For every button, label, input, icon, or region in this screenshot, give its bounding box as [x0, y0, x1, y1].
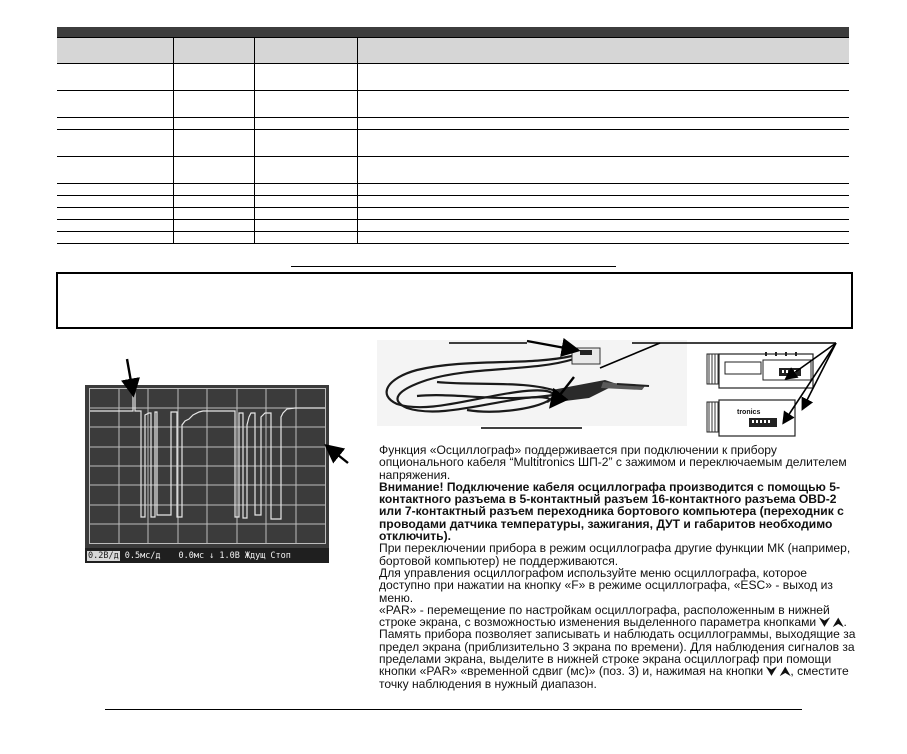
note-box	[56, 272, 853, 329]
table-title-bar	[57, 27, 849, 38]
paragraph-menu: Для управления осциллографом используйте меню осциллографа, которое доступно при нажатии на кнопку «F» в режиме осциллографа, «ESC» - выход из меню.	[379, 565, 833, 605]
paragraph-par: «PAR» - перемещение по настройкам осциллографа, расположенным в нижней строке экрана, с возможностью изменения выделенного параметра кнопками ⮟ ⮝. Память прибора позволяет записывать и наблюдать осциллограммы, выходящие за предел экрана (приблизительно 3 экрана по времени). Для наблюдения сигналов за пределами экрана, выделите в нижней строке экрана осциллограф при помощи кнопки «PAR» «временной сдвиг (мс)» (поз. 3) и, нажимая на кнопки ⮟ ⮝, сместите точку наблюдения в нужный диапазон.	[379, 602, 856, 691]
footer-divider	[105, 709, 802, 710]
trigger-level: ↓ 1.0В	[209, 550, 240, 561]
table-row	[57, 130, 849, 157]
pointer-arrow-2	[328, 447, 348, 463]
time-shift: 0.0мс	[178, 550, 205, 561]
table-row	[57, 196, 849, 208]
run-state: Стоп	[270, 550, 291, 561]
table-row	[57, 232, 849, 244]
oscilloscope-status-bar	[85, 548, 329, 563]
paragraph-mode: При переключении прибора в режим осциллографа другие функции МК (например, бортовой компьютер) не поддерживаются.	[379, 541, 851, 568]
connector-label: tronics	[737, 409, 761, 416]
paragraph-intro: Функция «Осциллограф» поддерживается при подключении к прибору опционального кабеля “Multitronics ШП-2” с зажимом и переключаемым делителем напряжения.	[379, 443, 847, 482]
oscilloscope-screen	[85, 385, 329, 563]
arrow-keys-icon: ⮟ ⮝	[819, 615, 844, 630]
table-header-row	[57, 38, 849, 64]
table-header-cell	[57, 38, 173, 64]
connector-7pin-photo	[703, 394, 798, 442]
table-header-cell	[254, 38, 357, 64]
table-row	[57, 118, 849, 130]
trigger-mode: Ждущ	[244, 550, 266, 561]
section-divider	[291, 266, 616, 267]
cable-photo	[377, 340, 687, 426]
table-header-cell	[173, 38, 254, 64]
oscilloscope-description	[379, 444, 857, 690]
table-row	[57, 91, 849, 118]
table-row	[57, 220, 849, 232]
table-row	[57, 208, 849, 220]
table-row	[57, 64, 849, 91]
table-row	[57, 184, 849, 196]
arrow-keys-icon: ⮟ ⮝	[766, 664, 791, 679]
connector-5pin-photo	[703, 346, 828, 394]
table-row	[57, 157, 849, 184]
parameter-table	[57, 27, 849, 244]
oscilloscope-grid	[85, 385, 329, 548]
paragraph-warning: Внимание! Подключение кабеля осциллографа производится с помощью 5-контактного разъема в 5-контактный разъем 16-контактного разъема OBD-2 или 7-контактный разъем переходника бортового компьютера (переходник с проводами датчика температуры, зажигания, ДУТ и габаритов необходимо отключить).	[379, 479, 844, 544]
time-per-div: 0.5мс/д	[124, 550, 161, 561]
volts-per-div: 0.2В/д	[88, 550, 119, 561]
table-header-cell	[357, 38, 849, 64]
